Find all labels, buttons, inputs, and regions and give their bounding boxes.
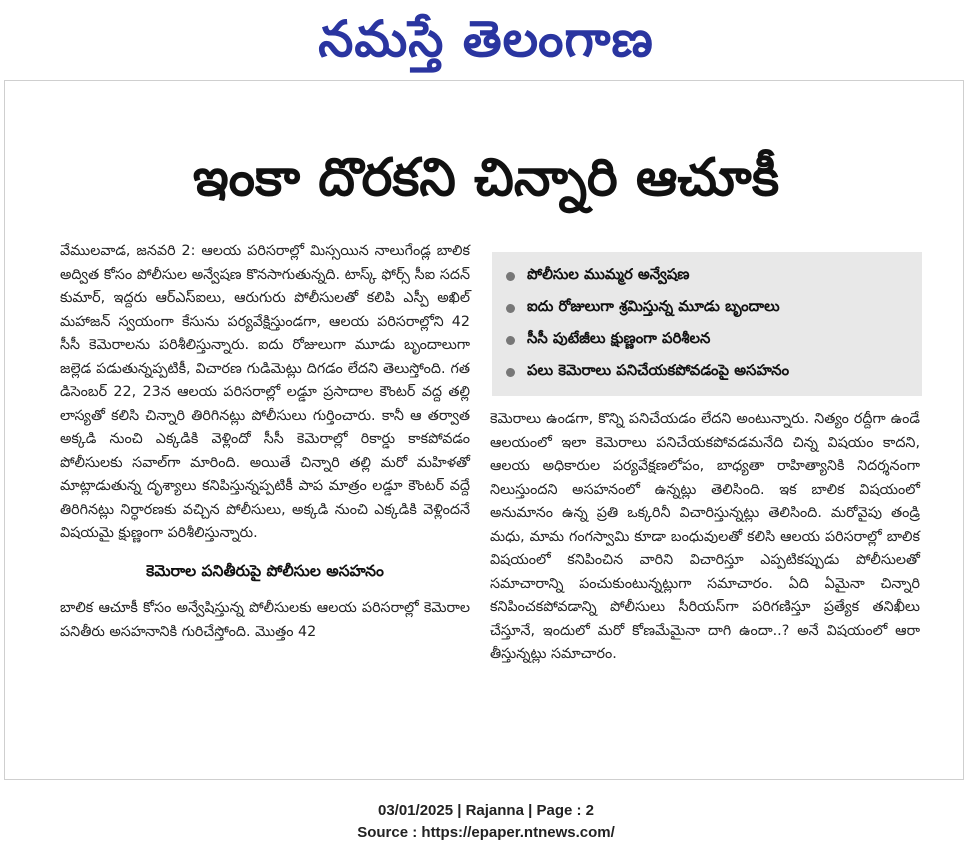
bullet-icon [506,336,515,345]
highlight-item [506,356,912,388]
page-footer [0,800,972,844]
highlight-text: పలు కెమెరాలు పనిచేయకపోవడంపై అసహనం [527,361,790,379]
highlight-item [506,292,912,324]
highlight-text: పోలీసుల ముమ్మర అన్వేషణ [527,265,690,283]
masthead-logo: నమస్తే తెలంగాణ [318,10,654,68]
bullet-icon [506,272,515,281]
highlight-item [506,324,912,356]
article-column-right [490,408,920,667]
article-headline: ఇంకా దొరకని చిన్నారి ఆచూకీ [192,148,780,208]
article-subheading: కెమెరాల పనితీరుపై పోలీసుల అసహనం [146,561,384,580]
article-paragraph: వేములవాడ, జనవరి 2: ఆలయ పరిసరాల్లో మిస్సయిన నాలుగేండ్ల బాలిక అద్విత కోసం పోలీసుల అన్వేషణ కొనసాగుతున్నది. టాస్క్ ఫోర్స్ సీఐ సదన్ కుమార్, ఇద్దరు ఆర్ఎస్ఐలు, ఆరుగురు పోలీసులతో కలిపి ఎస్పీ అఖిల్ మహాజన్ స్వయంగా కేసును పర్యవేక్షిస్తుండగా, ఆలయ పరిసరాల్లోని 42 సీసీ కెమెరాలను పరిశీలిస్తున్నారు. ఐదు రోజులుగా మూడు బృందాలుగా జల్లెడ పడుతున్నప్పటికీ, విచారణ గుడిమెట్లు దిగడం లేదని తెలుస్తోంది. గత డిసెంబర్ 22, 23న ఆలయ పరిసరాల్లో లడ్డూ ప్రసాదాల కౌంటర్ వద్ద తల్లి లాస్యతో కలిసి చిన్నారి తిరిగినట్లు పోలీసులు గుర్తించారు. కానీ ఆ తర్వాత అక్కడి నుంచి ఎక్కడికి వెళ్లిందో సీసీ కెమెరాల్లో రికార్డు కాకపోవడం పోలీసులకు సవాల్‌గా మారింది. అయితే చిన్నారి తల్లి మరో మహిళతో మాట్లాడుతున్న దృశ్యాలు కనిపిస్తున్నప్పటికీ పాప మాత్రం లడ్డూ కౌంటర్ వద్దే తిరిగినట్లు నిర్ధారణకు వచ్చిన పోలీసులు, అక్కడి నుంచి ఎక్కడికి వెళ్లిందనే విషయమై క్షుణ్ణంగా పరిశీలిస్తున్నారు. [60,243,470,541]
edition-info: 03/01/2025 | Rajanna | Page : 2 [377,802,594,819]
article-paragraph: కెమెరాలు ఉండగా, కొన్ని పనిచేయడం లేదని అంటున్నారు. నిత్యం రద్దీగా ఉండే ఆలయంలో ఇలా కెమెరాలు పనిచేయకపోవడమనేది చిన్న విషయం కాదని, ఆలయ అధికారుల పర్యవేక్షణలోపం, బాధ్యతా రాహిత్యానికి నిదర్శనంగా నిలుస్తుందని అసహనంలో ఉన్నట్లు తెలిసింది. ఇక బాలిక విషయంలో అనుమానం ఉన్న ప్రతి ఒక్కరినీ విచారిస్తున్నట్లు తెలిసింది. మరోవైపు తండ్రి మధు, మామ గంగస్వామి కూడా బంధువులతో కలిసి ఆలయ పరిసరాల్లో బాలిక విషయంలో కనిపించిన వారిని విచారిస్తూ ఎప్పటికప్పుడు పోలీసులతో సమాచారాన్ని పంచుకుంటున్నట్లుగా సమాచారం. ఏది ఏమైనా చిన్నారి కనిపించకపోవడాన్ని పోలీసులు సీరియస్‌గా పరిగణిస్తూ ప్రత్యేక తనిఖీలు చేస్తూనే, ఇందులో మరో కోణమేమైనా దాగి ఉందా..? అనే విషయంలో ఆరా తీస్తున్నట్లు సమాచారం. [490,411,920,662]
highlight-text: సీసీ పుటేజీలు క్షుణ్ణంగా పరిశీలన [527,329,711,347]
highlight-item [506,260,912,292]
bullet-icon [506,304,515,313]
bullet-icon [506,368,515,377]
article-paragraph: బాలిక ఆచూకీ కోసం అన్వేషిస్తున్న పోలీసులకు ఆలయ పరిసరాల్లో కెమెరాల పనితీరు అసహనానికి గురిచేస్తోంది. మొత్తం 42 [60,600,470,640]
article-column-left [60,240,470,644]
source-link[interactable]: Source : https://epaper.ntnews.com/ [357,824,615,841]
highlights-box [492,252,922,396]
highlight-text: ఐదు రోజులుగా శ్రమిస్తున్న మూడు బృందాలు [527,297,780,315]
